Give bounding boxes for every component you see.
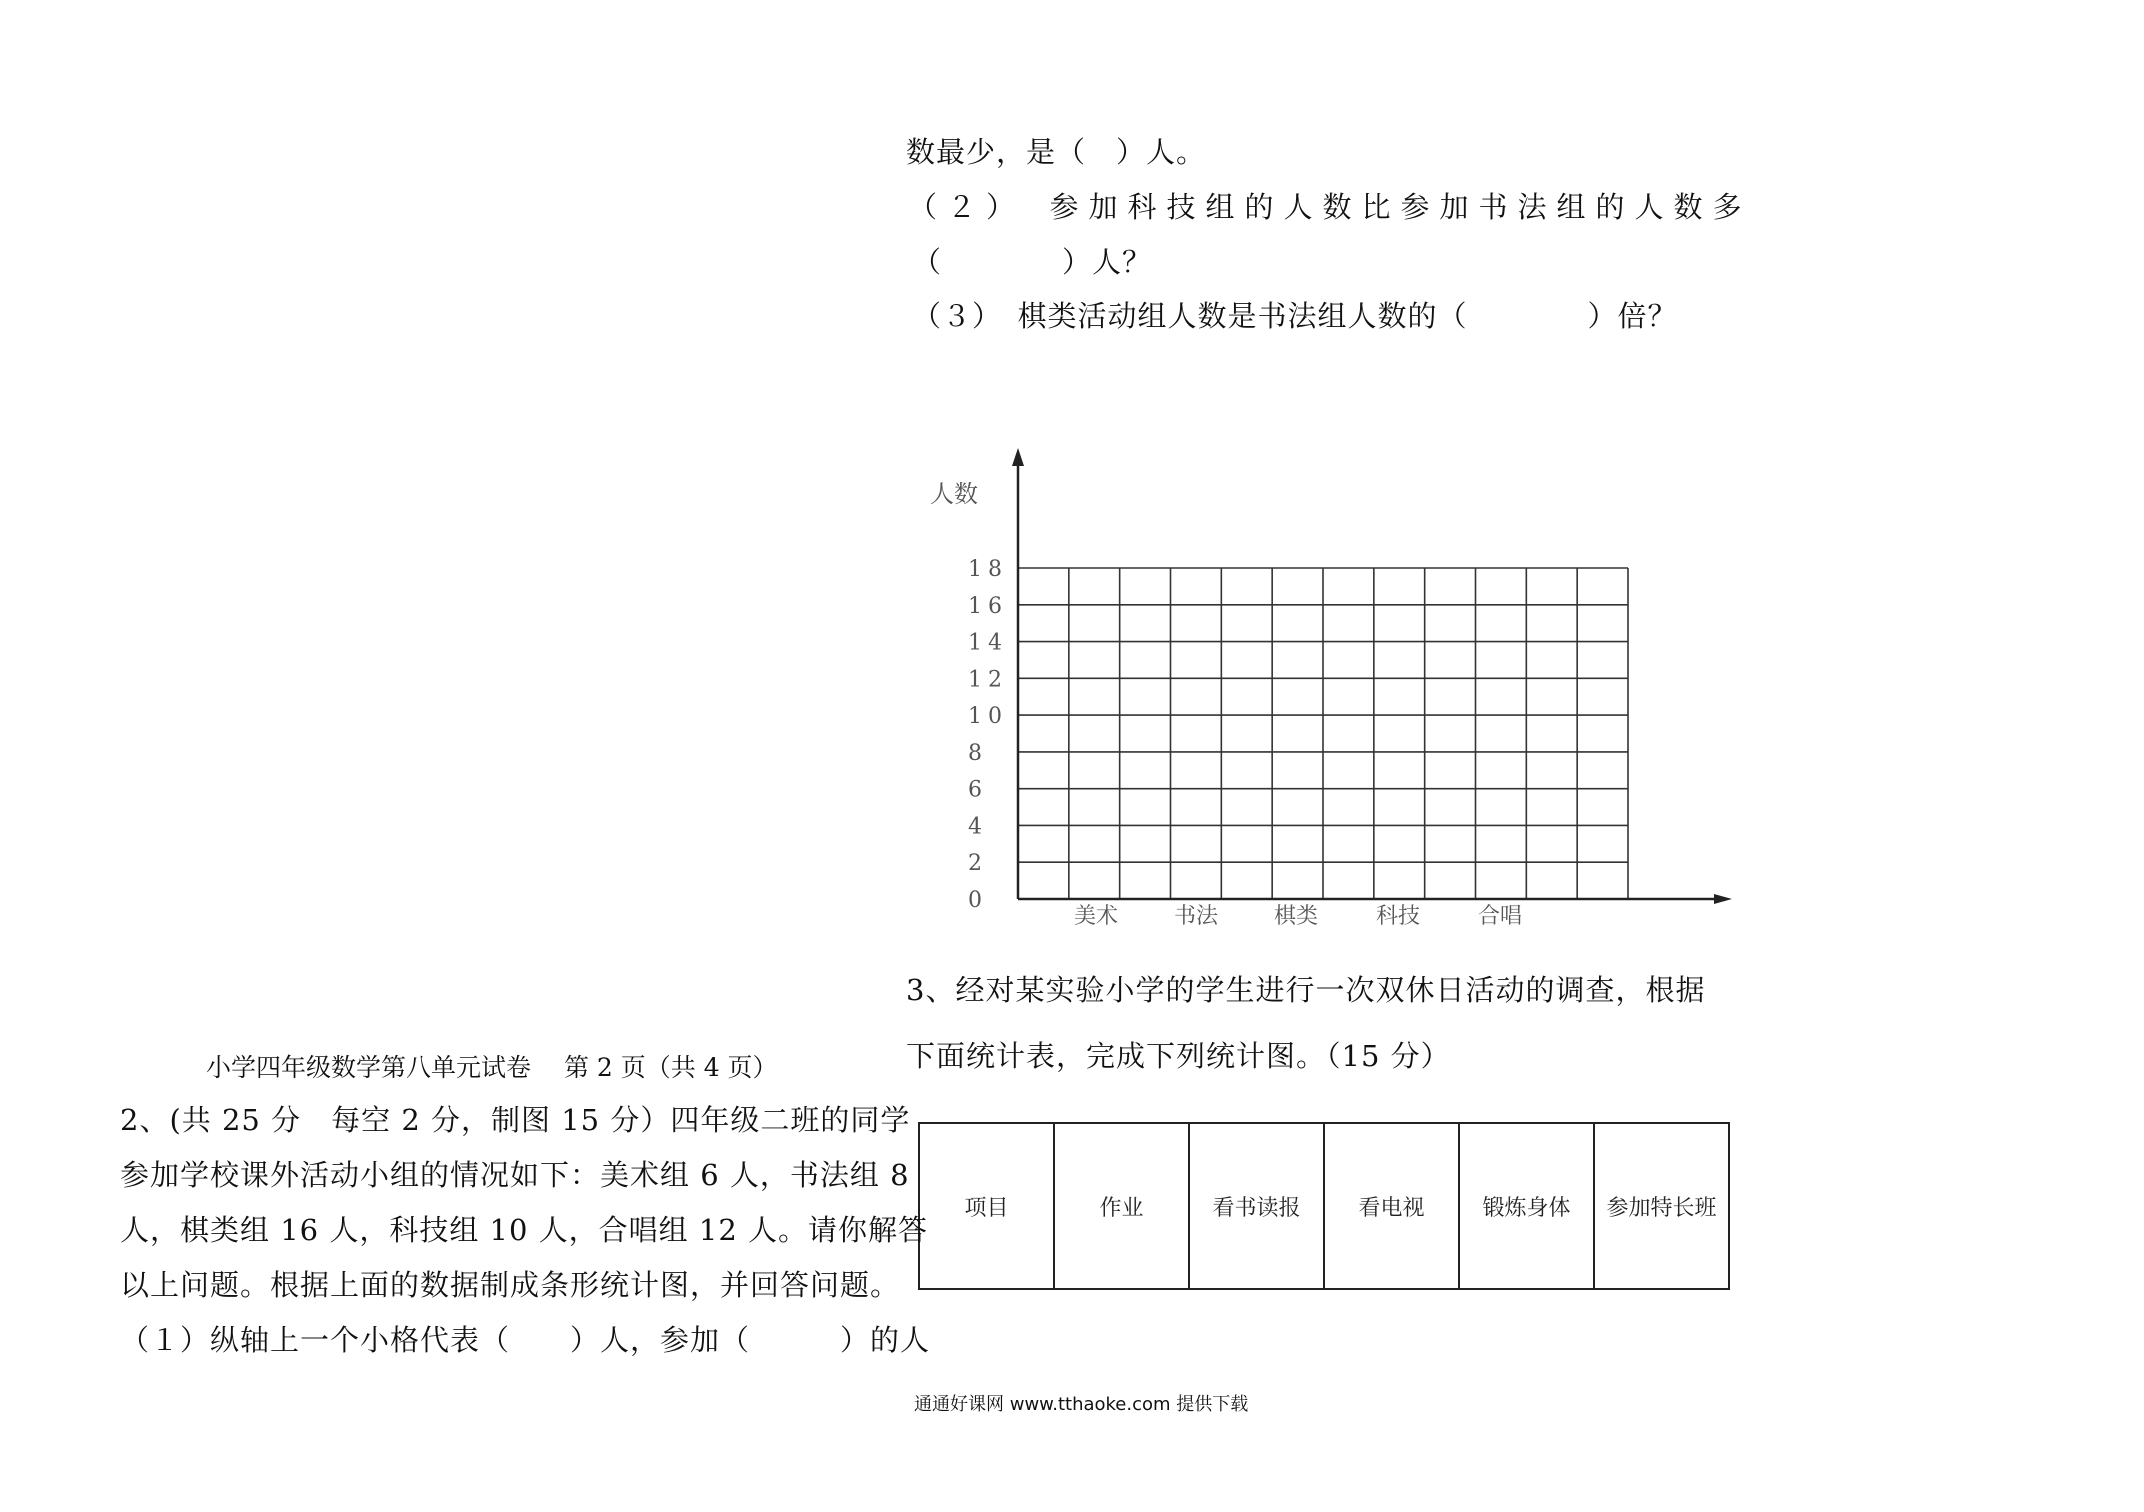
source-credit: 通通好课网 www.tthaoke.com 提供下载 (914, 1394, 1249, 1415)
x-category-label: 棋类 (1273, 904, 1319, 929)
chart-y-tick-labels (968, 557, 1008, 913)
x-category-label: 美术 (1073, 904, 1119, 929)
table-row (919, 1123, 1729, 1289)
statistics-table (918, 1122, 1730, 1290)
y-tick-label: 16 (968, 593, 1008, 619)
chart-x-category-labels (1074, 904, 1522, 929)
table-cell: 看电视 (1324, 1123, 1459, 1289)
y-tick-label: 18 (968, 557, 1008, 582)
y-axis-arrow (1012, 448, 1024, 466)
table-cell: 作业 (1054, 1123, 1189, 1289)
question-2-line1: （２） 参加科技组的人数比参加书法组的人数多 (908, 190, 1752, 224)
x-axis-arrow (1714, 894, 1732, 904)
problem-3-line1: 3、经对某实验小学的学生进行一次双休日活动的调查，根据 (906, 973, 1706, 1007)
question-continuation: 数最少，是（ ）人。 (906, 135, 1207, 169)
page-footer-title: 小学四年级数学第八单元试卷 第 2 页（共 4 页） (206, 1053, 778, 1082)
y-tick-label: 12 (968, 667, 1008, 693)
table-cell: 锻炼身体 (1459, 1123, 1594, 1289)
question-2-line2: （ ）人？ (912, 245, 1153, 279)
y-tick-label: 6 (968, 777, 988, 803)
y-tick-label: 8 (968, 740, 988, 766)
problem-2-line3: 人，棋类组 16 人，科技组 10 人，合唱组 12 人。请你解答 (120, 1213, 929, 1247)
chart-grid-lines (1018, 568, 1628, 899)
x-category-label: 书法 (1173, 904, 1219, 929)
y-tick-label: 4 (968, 814, 988, 840)
chart-y-axis-label: 人数 (930, 480, 978, 508)
problem-2-line4: 以上问题。根据上面的数据制成条形统计图，并回答问题。 (120, 1268, 901, 1302)
y-tick-label: 0 (968, 888, 988, 913)
x-category-label: 科技 (1375, 904, 1421, 929)
problem-2-line1: 2、(共 25 分 每空 2 分，制图 15 分）四年级二班的同学 (120, 1103, 911, 1137)
table-cell: 项目 (919, 1123, 1054, 1289)
y-tick-label: 10 (968, 704, 1008, 730)
problem-2-line2: 参加学校课外活动小组的情况如下：美术组 6 人，书法组 8 (120, 1158, 910, 1192)
y-tick-label: 14 (968, 630, 1008, 656)
question-3: （３） 棋类活动组人数是书法组人数的（ ）倍？ (912, 299, 1678, 333)
question-1: （１）纵轴上一个小格代表（ ）人，参加（ ）的人 (120, 1323, 931, 1357)
table-cell: 看书读报 (1189, 1123, 1324, 1289)
problem-3-line2: 下面统计表，完成下列统计图。（15 分） (906, 1039, 1451, 1073)
x-category-label: 合唱 (1477, 904, 1523, 929)
table-cell: 参加特长班 (1594, 1123, 1729, 1289)
y-tick-label: 2 (968, 851, 988, 877)
